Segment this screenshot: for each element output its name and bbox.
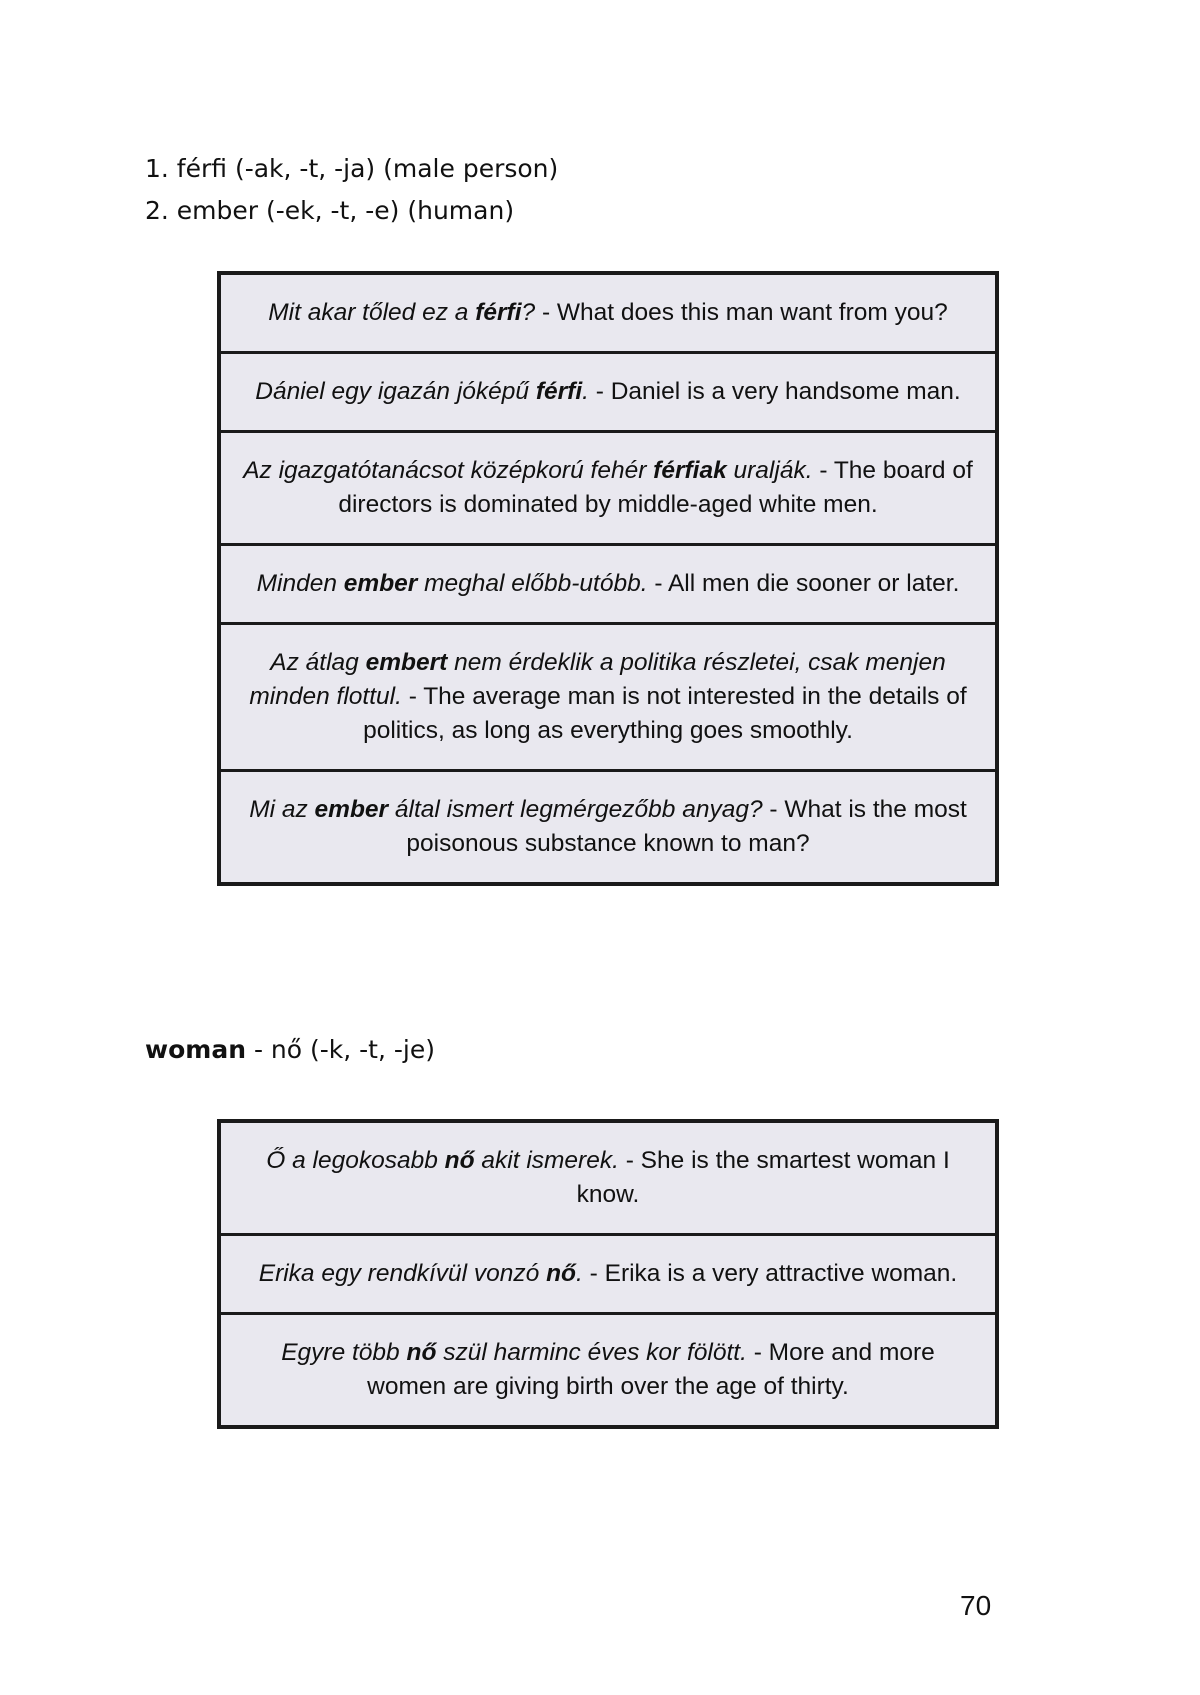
example-cell (219, 1314, 997, 1428)
example-cell (219, 353, 997, 432)
section-heading-woman (145, 1035, 435, 1064)
keyword: nő (406, 1339, 437, 1366)
english-translation: - More and more women are giving birth over the age of thirty. (367, 1339, 935, 1400)
example-cell (219, 273, 997, 353)
hungarian-text (249, 796, 762, 823)
example-cell (219, 1235, 997, 1314)
example-cell (219, 771, 997, 885)
page-number: 70 (960, 1590, 992, 1621)
hungarian-post: nem érdeklik a politika részletei, csak menjen minden flottul. (249, 649, 946, 710)
keyword: nő (546, 1260, 577, 1287)
keyword: ember (343, 570, 418, 597)
hungarian-text (281, 1339, 747, 1366)
hungarian-pre: Mit akar tőled ez a (268, 299, 476, 326)
keyword: embert (365, 649, 448, 676)
example-cell (219, 432, 997, 545)
headword-list (145, 148, 558, 232)
table-row (219, 432, 997, 545)
example-cell (219, 624, 997, 771)
hungarian-post: szül harminc éves kor fölött. (436, 1339, 747, 1366)
hungarian-pre: Erika egy rendkívül vonzó (258, 1260, 547, 1287)
table-row (219, 1121, 997, 1235)
hungarian-pre: Minden (256, 570, 344, 597)
hungarian-pre: Ő a legokosabb (266, 1147, 445, 1174)
hungarian-text (243, 457, 812, 484)
hungarian-post: ? (521, 299, 536, 326)
keyword: férfi (475, 299, 522, 326)
english-translation: - The average man is not interested in the details of politics, as long as everything goes smoothly. (363, 683, 967, 744)
hungarian-post: . (576, 1260, 583, 1287)
section-definition: - nő (-k, -t, -je) (246, 1035, 435, 1064)
hungarian-pre: Mi az (249, 796, 315, 823)
keyword: férfiak (653, 457, 727, 484)
english-translation: - What does this man want from you? (535, 299, 948, 326)
english-translation: - What is the most poisonous substance known to man? (406, 796, 967, 857)
table-row (219, 1235, 997, 1314)
hungarian-post: uralják. (726, 457, 813, 484)
hungarian-text (266, 1147, 619, 1174)
section-keyword: woman (145, 1035, 246, 1064)
hungarian-post: akit ismerek. (474, 1147, 619, 1174)
table-row (219, 273, 997, 353)
english-translation: - She is the smartest woman I know. (576, 1147, 950, 1208)
hungarian-text (268, 299, 535, 326)
table-row (219, 1314, 997, 1428)
hungarian-pre: Az igazgatótanácsot középkorú fehér (243, 457, 654, 484)
english-translation: - Daniel is a very handsome man. (588, 378, 961, 405)
headword-ember: 2. ember (-ek, -t, -e) (human) (145, 196, 515, 225)
hungarian-text (259, 1260, 583, 1287)
hungarian-pre: Egyre több (281, 1339, 407, 1366)
english-translation: - The board of directors is dominated by middle-aged white men. (338, 457, 973, 518)
hungarian-text (255, 378, 589, 405)
examples-table-woman (217, 1119, 999, 1429)
hungarian-post: által ismert legmérgezőbb anyag? (388, 796, 763, 823)
table-row (219, 624, 997, 771)
hungarian-pre: Dániel egy igazán jóképű (255, 378, 536, 405)
hungarian-post: meghal előbb-utóbb. (417, 570, 648, 597)
example-cell (219, 1121, 997, 1235)
hungarian-pre: Az átlag (270, 649, 366, 676)
keyword: ember (314, 796, 389, 823)
headword-ferfi: 1. férfi (-ak, -t, -ja) (male person) (145, 154, 559, 183)
keyword: férfi (535, 378, 583, 405)
english-translation: - All men die sooner or later. (647, 570, 960, 597)
hungarian-text (257, 570, 648, 597)
table-row (219, 771, 997, 885)
table-row (219, 545, 997, 624)
table-row (219, 353, 997, 432)
english-translation: - Erika is a very attractive woman. (582, 1260, 958, 1287)
hungarian-post: . (582, 378, 589, 405)
keyword: nő (444, 1147, 475, 1174)
example-cell (219, 545, 997, 624)
examples-table-man (217, 271, 999, 886)
